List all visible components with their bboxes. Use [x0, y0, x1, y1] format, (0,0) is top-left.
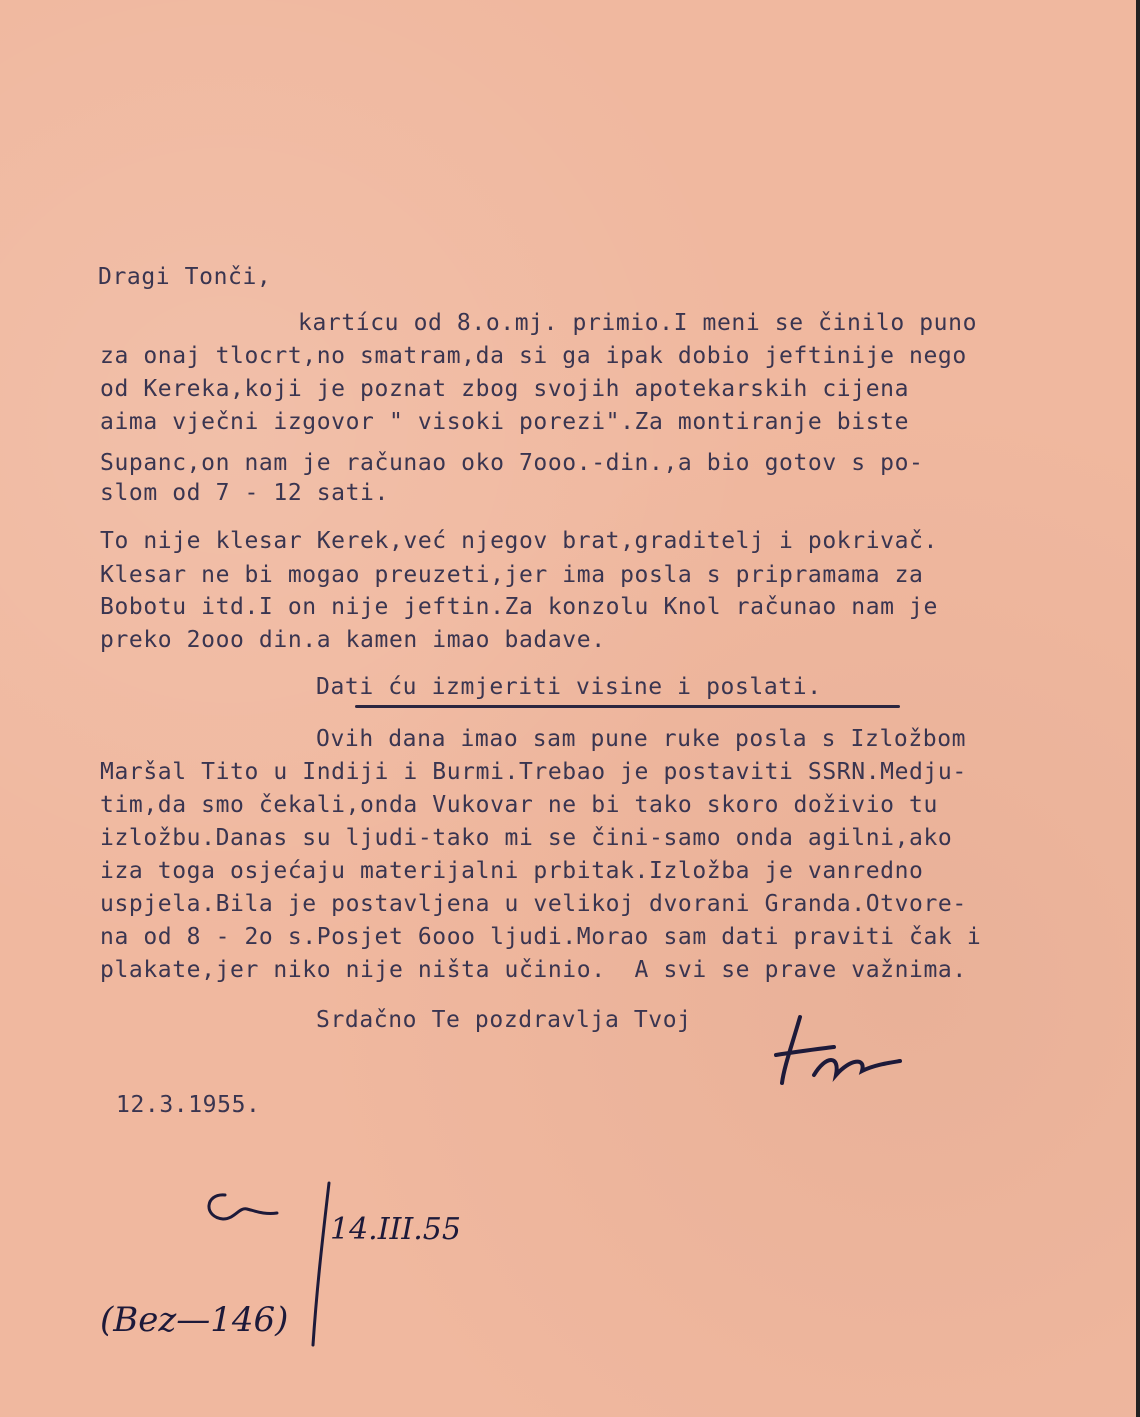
- paragraph-3-line-3: tim,da smo čekali,onda Vukovar ne bi tako skoro doživio tu: [100, 792, 938, 818]
- paragraph-1-line-4: aima vječni izgovor " visoki porezi".Za montiranje biste: [100, 409, 910, 435]
- paragraph-3-line-8: plakate,jer niko nije ništa učinio. A svi se prave važnima.: [100, 957, 967, 983]
- handwritten-annotation-2: (Bez—146): [100, 1300, 289, 1340]
- paragraph-2-line-1: To nije klesar Kerek,već njegov brat,graditelj i pokrivač.: [100, 528, 938, 554]
- paragraph-1-line-1: kartícu od 8.o.mj. primio.I meni se činilo puno: [298, 310, 978, 336]
- paragraph-3-line-4: izložbu.Danas su ljudi-tako mi se čini-samo onda agilni,ako: [100, 825, 953, 851]
- paragraph-3-line-2: Maršal Tito u Indiji i Burmi.Trebao je postaviti SSRN.Medju-: [100, 759, 967, 785]
- centered-line: Dati ću izmjeriti visine i poslati.: [316, 674, 822, 700]
- date: 12.3.1955.: [116, 1092, 261, 1118]
- paragraph-3-line-5: iza toga osjećaju materijalni prbitak.Izložba je vanredno: [100, 858, 924, 884]
- paragraph-1-line-6: slom od 7 - 12 sati.: [100, 480, 389, 506]
- paragraph-1-line-2: za onaj tlocrt,no smatram,da si ga ipak dobio jeftinije nego: [100, 343, 967, 369]
- handwritten-annotation-1: 14.III.55: [330, 1212, 461, 1247]
- handwritten-signature: [770, 1005, 910, 1095]
- salutation: Dragi Tonči,: [98, 264, 272, 290]
- paragraph-2-line-2: Klesar ne bi mogao preuzeti,jer ima posla s pripramama za: [100, 562, 924, 588]
- paragraph-2-line-4: preko 2ooo din.a kamen imao badave.: [100, 627, 606, 653]
- paragraph-2-line-3: Bobotu itd.I on nije jeftin.Za konzolu Knol računao nam je: [100, 594, 938, 620]
- closing: Srdačno Te pozdravlja Tvoj: [316, 1007, 692, 1033]
- handwritten-underline: [355, 705, 900, 708]
- paragraph-1-line-3: od Kereka,koji je poznat zbog svojih apotekarskih cijena: [100, 376, 910, 402]
- paragraph-1-line-5: Supanc,on nam je računao oko 7ooo.-din.,a bio gotov s po-: [100, 450, 924, 476]
- paragraph-3-line-1: Ovih dana imao sam pune ruke posla s Izložbom: [316, 726, 967, 752]
- paragraph-3-line-6: uspjela.Bila je postavljena u velikoj dvorani Granda.Otvore-: [100, 891, 967, 917]
- paragraph-3-line-7: na od 8 - 2o s.Posjet 6ooo ljudi.Morao sam dati praviti čak i: [100, 924, 982, 950]
